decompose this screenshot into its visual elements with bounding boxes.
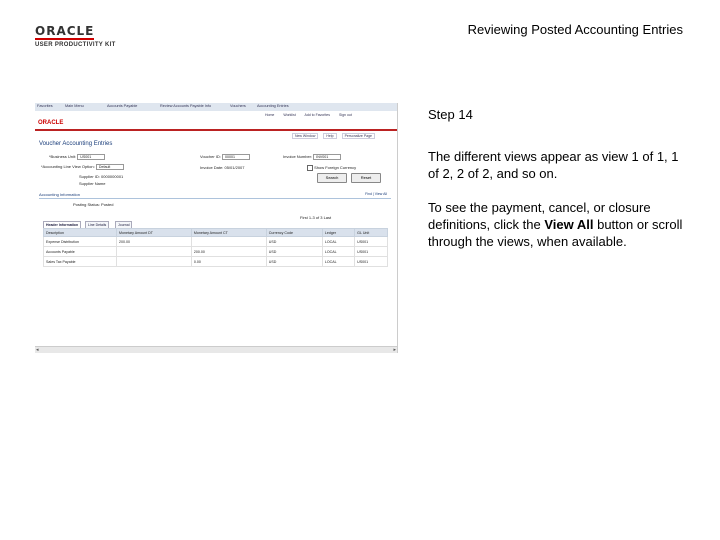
- supplier-id-value: 0000000001: [101, 174, 124, 179]
- instruction-paragraph-1: The different views appear as view 1 of 1, 1 of 2, 2 of 2, and so on.: [428, 149, 679, 181]
- scroll-right-icon[interactable]: ▸: [393, 347, 396, 353]
- new-window-link[interactable]: New Window: [292, 133, 318, 139]
- breadcrumb-bar: [35, 103, 397, 111]
- application-screenshot: [35, 103, 398, 353]
- line-view-option-select[interactable]: Default: [96, 164, 124, 170]
- nav-accounts-payable[interactable]: Accounts Payable: [107, 104, 138, 108]
- grid-navigation[interactable]: First 1-3 of 3 Last: [300, 215, 332, 220]
- page-title: Reviewing Posted Accounting Entries: [467, 22, 683, 37]
- step-label: Step 14: [428, 107, 473, 122]
- col-description[interactable]: Description: [44, 229, 117, 237]
- show-foreign-currency[interactable]: Show Foreign Currency: [307, 165, 356, 171]
- help-link[interactable]: Help: [323, 133, 336, 139]
- horizontal-scrollbar[interactable]: [35, 346, 397, 353]
- instruction-paragraph-2: To see the payment, cancel, or closure definitions, click the View All button or scroll through the views, when available.: [428, 200, 683, 249]
- nav-vouchers[interactable]: Vouchers: [230, 104, 246, 108]
- oracle-upk-logo: [35, 22, 125, 48]
- nav-favorites[interactable]: Favorites: [37, 104, 53, 108]
- tab-header-information[interactable]: Header Information: [43, 221, 81, 229]
- table-row: Expense Distribution 200.00 USD LOCAL US001: [44, 237, 388, 247]
- top-links: [265, 113, 360, 117]
- voucher-id-field: Voucher ID: 00001: [200, 154, 250, 160]
- nav-review-ap-info[interactable]: Review Accounts Payable Info: [160, 104, 212, 108]
- line-view-option-field: *Accounting Line View Option: Default: [41, 164, 124, 170]
- invoice-number-input[interactable]: INV001: [313, 154, 341, 160]
- invoice-date-value: 05/01/2007: [224, 165, 245, 170]
- voucher-id-input[interactable]: 00001: [222, 154, 250, 160]
- col-monetary-ct[interactable]: Monetary Amount CT: [191, 229, 266, 237]
- checkbox-icon[interactable]: [307, 165, 313, 171]
- page-links: [288, 134, 375, 138]
- invoice-date-field: Invoice Date: 05/01/2007: [200, 165, 245, 170]
- tab-journal[interactable]: Journal: [115, 221, 132, 229]
- view-all-reference: View All: [544, 217, 594, 232]
- posting-status: Posting Status: Posted: [73, 202, 114, 207]
- reset-button[interactable]: Reset: [351, 173, 381, 183]
- supplier-name: Supplier Name: [79, 181, 106, 186]
- supplier-id-field: Supplier ID: 0000000001: [79, 174, 124, 179]
- app-brand: ORACLE: [38, 120, 64, 126]
- grid-header-row: [44, 229, 388, 237]
- home-link[interactable]: Home: [265, 113, 275, 117]
- add-favorites-link[interactable]: Add to Favorites: [304, 113, 330, 117]
- tab-line-details[interactable]: Line Details: [85, 221, 109, 229]
- scroll-left-icon[interactable]: ◂: [36, 347, 39, 353]
- logo-brand: ORACLE: [35, 24, 95, 38]
- col-monetary-dt[interactable]: Monetary Amount DT: [116, 229, 191, 237]
- table-row: Accounts Payable 200.00 USD LOCAL US001: [44, 247, 388, 257]
- col-gl-unit[interactable]: GL Unit: [355, 229, 388, 237]
- logo-product: USER PRODUCTIVITY KIT: [35, 42, 116, 48]
- sign-out-link[interactable]: Sign out: [338, 113, 352, 117]
- accounting-entries-grid: [43, 228, 388, 267]
- search-button[interactable]: Search: [317, 173, 347, 183]
- col-currency[interactable]: Currency Code: [266, 229, 322, 237]
- invoice-number-field: Invoice Number: INV001: [283, 154, 341, 160]
- nav-main-menu[interactable]: Main Menu: [65, 104, 84, 108]
- section-nav[interactable]: Find | View All: [365, 192, 387, 196]
- personalize-link[interactable]: Personalize Page: [342, 133, 375, 139]
- col-ledger[interactable]: Ledger: [322, 229, 354, 237]
- business-unit-field: *Business Unit: US001: [49, 154, 105, 160]
- brand-divider: [35, 129, 397, 131]
- nav-accounting-entries[interactable]: Accounting Entries: [257, 104, 289, 108]
- business-unit-input[interactable]: US001: [77, 154, 105, 160]
- voucher-page-title: Voucher Accounting Entries: [39, 141, 113, 147]
- worklist-link[interactable]: Worklist: [283, 113, 296, 117]
- accounting-info-section: Accounting Information Find | View All: [39, 192, 391, 199]
- table-row: Sales Tax Payable 0.00 USD LOCAL US001: [44, 257, 388, 267]
